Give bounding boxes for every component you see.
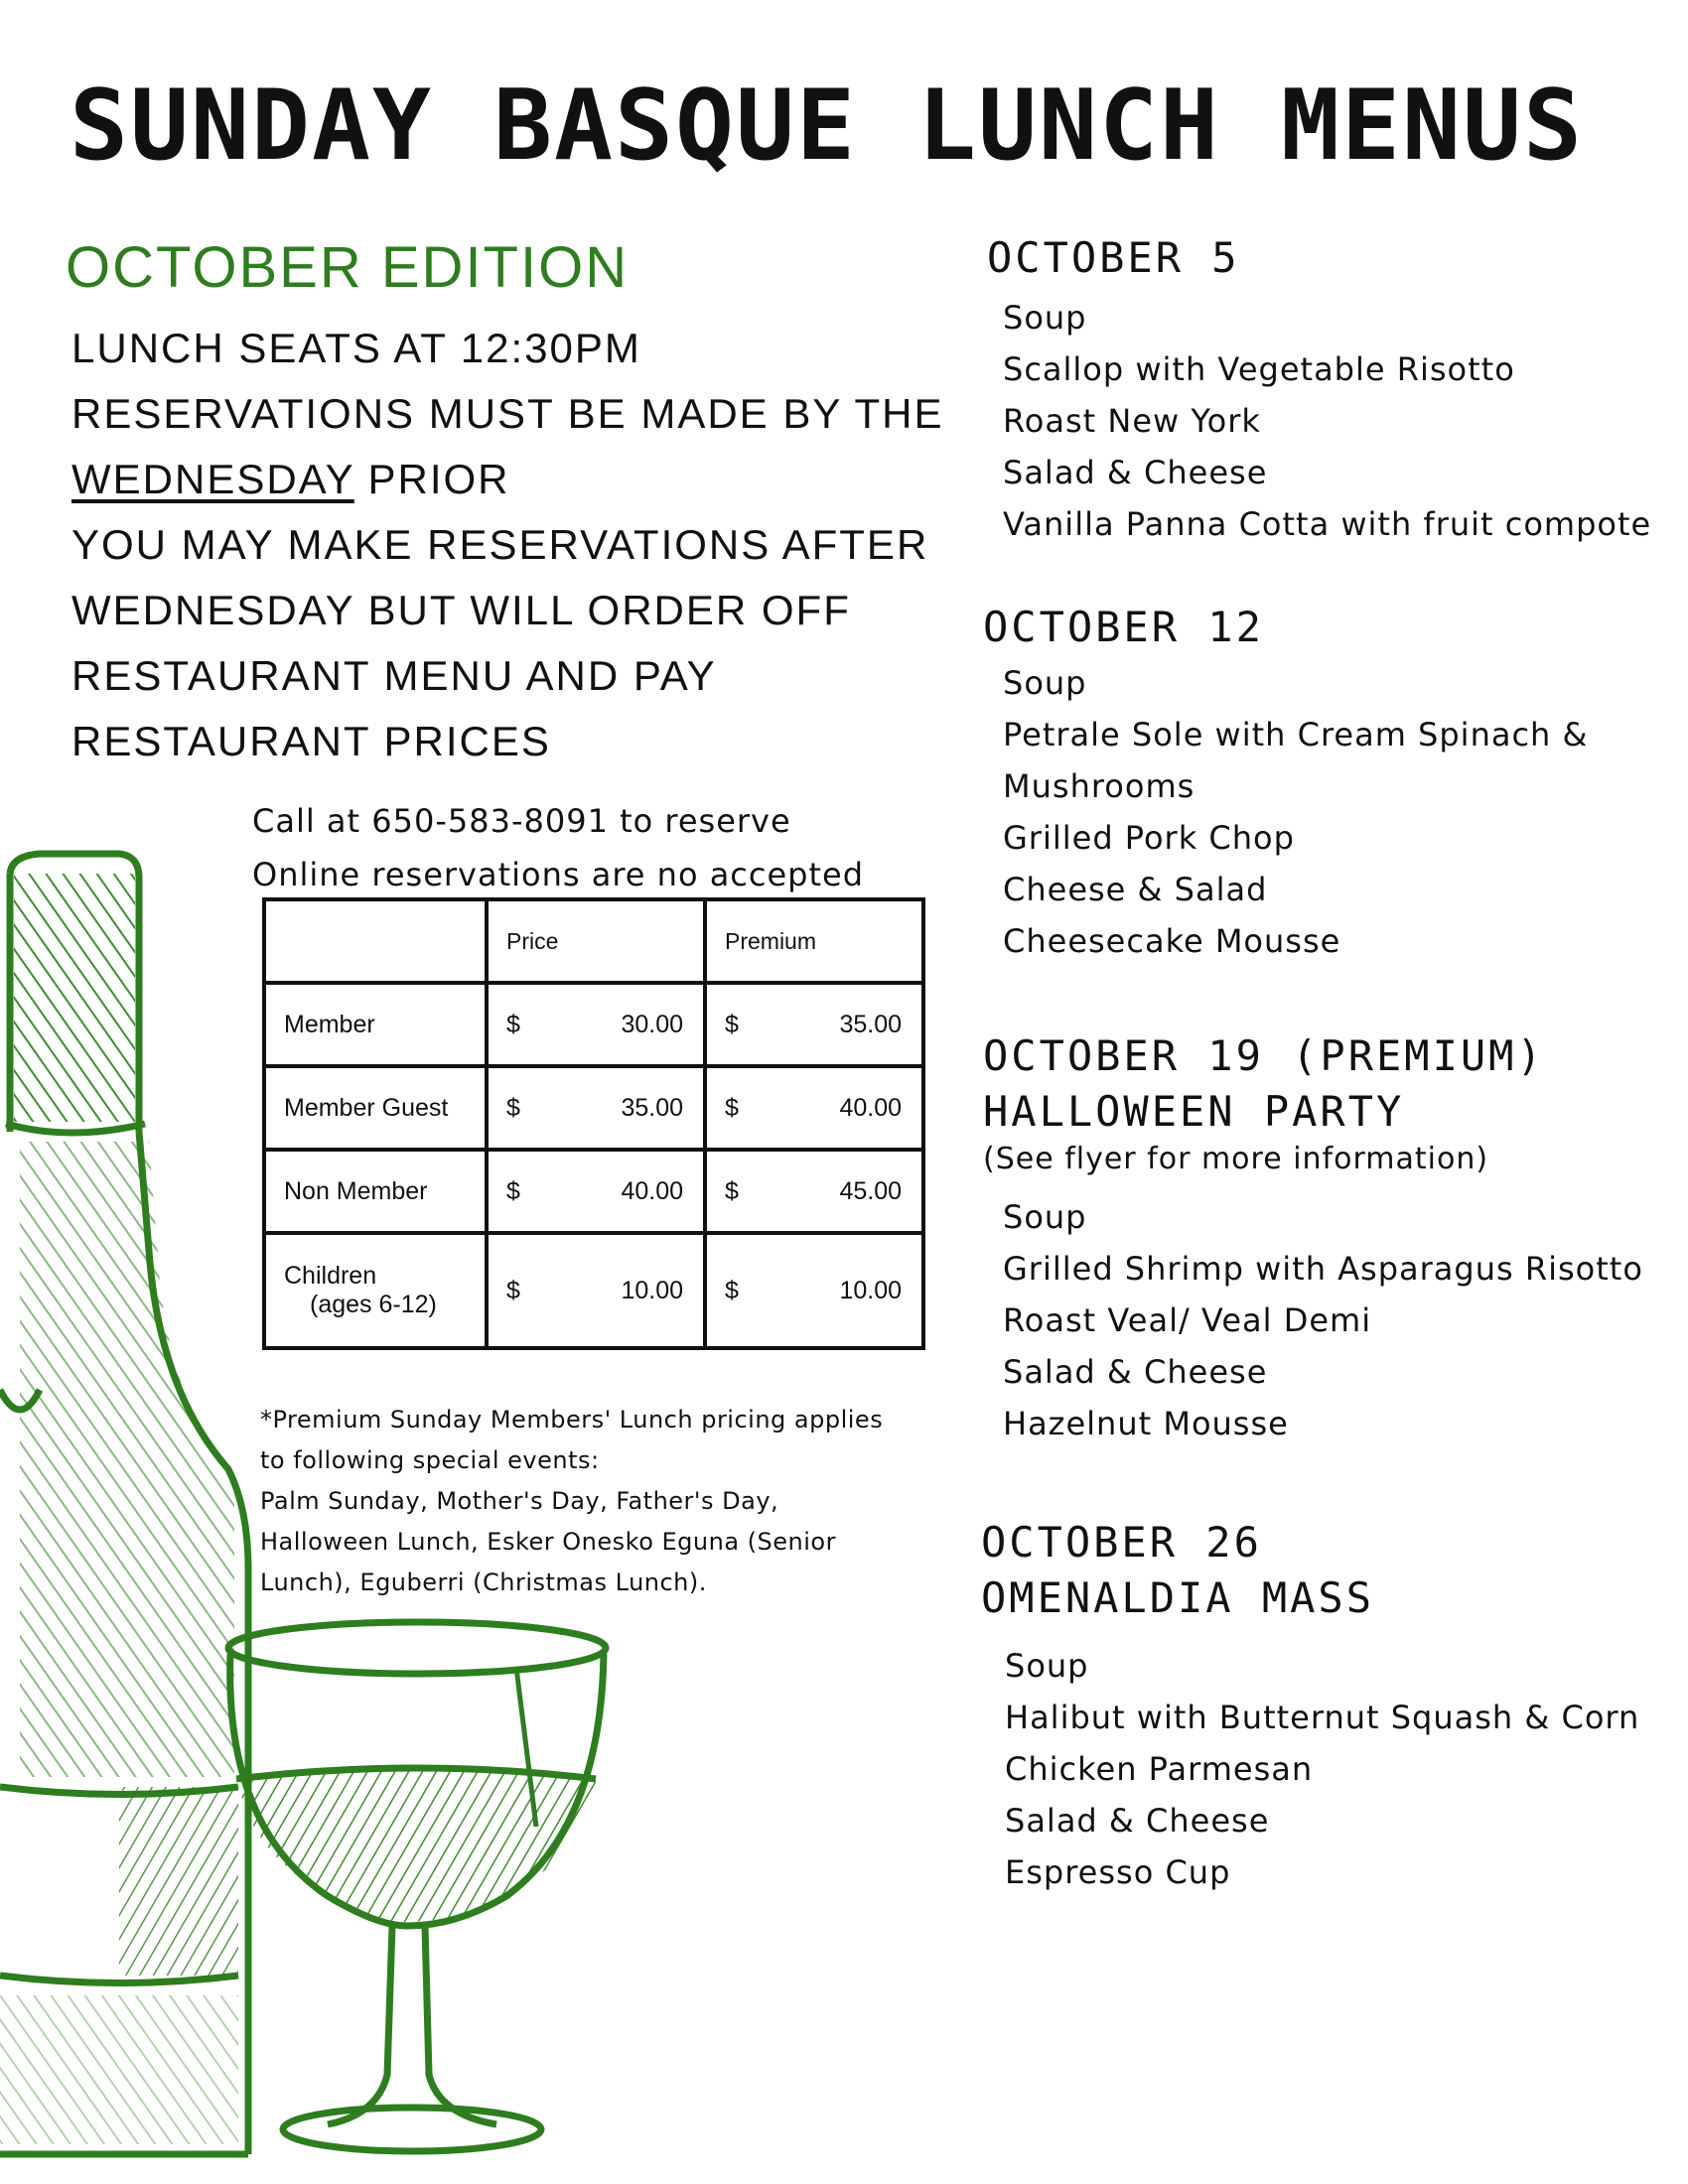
menu-item: Cheesecake Mousse xyxy=(1003,922,1341,960)
menu-item: Soup xyxy=(1005,1647,1089,1685)
currency-symbol: $ xyxy=(725,1176,739,1205)
menu-item: Vanilla Panna Cotta with fruit compote xyxy=(1003,505,1652,543)
online-reservation-note: Online reservations are no accepted xyxy=(252,856,865,893)
menu-subtitle: OMENALDIA MASS xyxy=(981,1573,1375,1622)
notice-line: YOU MAY MAKE RESERVATIONS AFTER xyxy=(71,521,929,568)
menu-item: Cheese & Salad xyxy=(1003,871,1268,908)
phone-line: Call at 650-583-8091 to reserve xyxy=(252,802,791,840)
header-cell-price: Price xyxy=(487,899,705,983)
currency-symbol: $ xyxy=(725,1093,739,1122)
menu-items xyxy=(1003,1191,1643,1449)
table-row xyxy=(264,1066,923,1150)
footnote-line: *Premium Sunday Members' Lunch pricing applies xyxy=(260,1406,884,1433)
currency-symbol: $ xyxy=(506,1010,520,1038)
premium-value: 35.00 xyxy=(839,1010,902,1038)
menu-item: Salad & Cheese xyxy=(1003,1353,1268,1391)
menu-item: Soup xyxy=(1003,299,1087,337)
menu-october-26 xyxy=(981,1515,1639,1898)
menu-item: Soup xyxy=(1003,664,1087,702)
header-cell xyxy=(264,899,487,983)
table-header-row xyxy=(264,899,923,983)
menu-item: Espresso Cup xyxy=(1005,1853,1231,1891)
notice-underlined-day: WEDNESDAY xyxy=(71,456,354,502)
menu-item: Scallop with Vegetable Risotto xyxy=(1003,350,1515,388)
reservation-notice xyxy=(71,316,965,774)
row-label-main: Children xyxy=(284,1262,377,1290)
call-info xyxy=(252,794,864,901)
premium-value: 40.00 xyxy=(839,1093,902,1122)
row-label: Non Member xyxy=(264,1150,487,1233)
menu-item: Grilled Shrimp with Asparagus Risotto xyxy=(1003,1250,1643,1288)
notice-line: RESTAURANT PRICES xyxy=(71,718,551,764)
menu-note: (See flyer for more information) xyxy=(983,1142,1489,1176)
menu-item: Roast Veal/ Veal Demi xyxy=(1003,1301,1372,1339)
menu-date: OCTOBER 5 xyxy=(987,233,1240,282)
menu-items xyxy=(1003,657,1588,967)
notice-line: RESTAURANT MENU AND PAY xyxy=(71,652,717,699)
footnote-line: to following special events: xyxy=(260,1446,600,1474)
menu-item: Hazelnut Mousse xyxy=(1003,1405,1289,1442)
menu-item: Petrale Sole with Cream Spinach & xyxy=(1003,716,1589,753)
premium-value: 10.00 xyxy=(839,1276,902,1304)
menu-october-19 xyxy=(983,1028,1643,1449)
menu-items xyxy=(1003,292,1651,550)
notice-line: RESERVATIONS MUST BE MADE BY THE xyxy=(71,390,944,437)
menu-items xyxy=(1005,1640,1639,1898)
currency-symbol: $ xyxy=(725,1276,739,1304)
menu-item: Salad & Cheese xyxy=(1005,1802,1270,1840)
menu-item: Grilled Pork Chop xyxy=(1003,819,1295,857)
notice-line: LUNCH SEATS AT 12:30PM xyxy=(71,325,641,371)
menu-october-12 xyxy=(983,600,1588,967)
row-label: Member xyxy=(264,983,487,1066)
row-label: Member Guest xyxy=(264,1066,487,1150)
price-value: 10.00 xyxy=(621,1276,683,1304)
menu-item: Halibut with Butternut Squash & Corn xyxy=(1005,1699,1640,1736)
notice-line xyxy=(71,447,965,512)
row-label xyxy=(264,1233,487,1348)
currency-symbol: $ xyxy=(506,1176,520,1205)
notice-line-rest: PRIOR xyxy=(353,456,510,502)
currency-symbol: $ xyxy=(506,1276,520,1304)
price-value: 30.00 xyxy=(621,1010,683,1038)
currency-symbol: $ xyxy=(725,1010,739,1038)
menu-item: Roast New York xyxy=(1003,402,1261,440)
table-row xyxy=(264,1233,923,1348)
menu-date: OCTOBER 19 (PREMIUM) xyxy=(983,1031,1545,1080)
notice-line: WEDNESDAY BUT WILL ORDER OFF xyxy=(71,587,851,633)
pricing-table xyxy=(262,897,925,1350)
menu-item: Salad & Cheese xyxy=(1003,454,1268,491)
table-row xyxy=(264,1150,923,1233)
premium-value: 45.00 xyxy=(839,1176,902,1205)
menu-item: Chicken Parmesan xyxy=(1005,1750,1314,1788)
footnote-line: Lunch), Eguberri (Christmas Lunch). xyxy=(260,1569,707,1596)
menu-item: Soup xyxy=(1003,1198,1087,1236)
menu-date: OCTOBER 12 xyxy=(983,603,1264,651)
page-title: SUNDAY BASQUE LUNCH MENUS xyxy=(70,69,1585,183)
header-cell-premium: Premium xyxy=(705,899,923,983)
price-value: 40.00 xyxy=(621,1176,683,1205)
menu-subtitle: HALLOWEEN PARTY xyxy=(983,1087,1405,1136)
row-label-sub: (ages 6-12) xyxy=(310,1291,437,1318)
edition-heading: OCTOBER EDITION xyxy=(66,235,630,300)
currency-symbol: $ xyxy=(506,1093,520,1122)
menu-item: Mushrooms xyxy=(1003,767,1196,805)
table-row xyxy=(264,983,923,1066)
premium-footnote xyxy=(260,1400,935,1603)
footnote-line: Halloween Lunch, Esker Onesko Eguna (Senior xyxy=(260,1528,836,1556)
price-value: 35.00 xyxy=(621,1093,683,1122)
menu-date: OCTOBER 26 xyxy=(981,1518,1262,1567)
footnote-line: Palm Sunday, Mother's Day, Father's Day, xyxy=(260,1487,779,1515)
menu-october-5 xyxy=(987,230,1651,550)
